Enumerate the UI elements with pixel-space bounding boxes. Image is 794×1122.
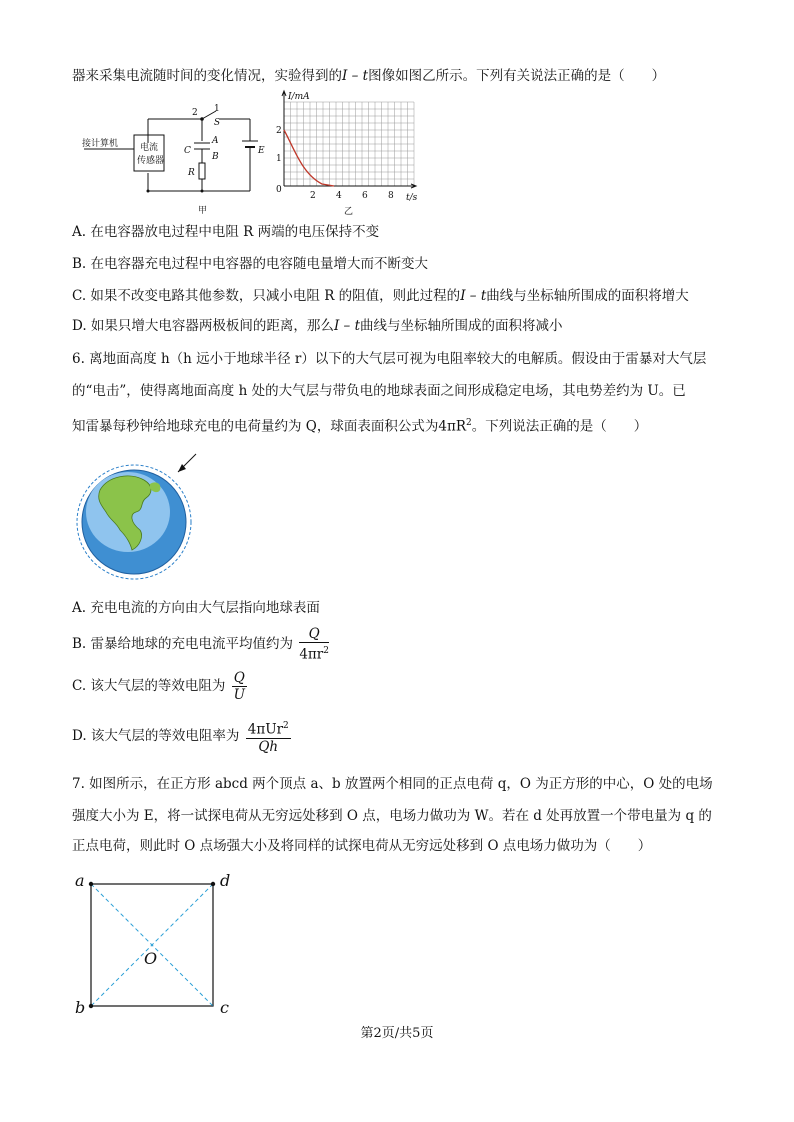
x-tick-4: 4 <box>336 191 342 201</box>
x-tick-6: 6 <box>362 191 368 201</box>
y-axis-label: I/mA <box>288 92 310 102</box>
center-o: O <box>144 949 158 968</box>
earth-illustration <box>70 450 210 585</box>
origin-label: 0 <box>276 185 282 195</box>
emf-label: E <box>258 146 265 156</box>
fraction-c: $\frac{Q}{U}$ <box>233 670 245 703</box>
node-1-label: 1 <box>214 104 220 114</box>
vertex-b: b <box>75 998 86 1017</box>
y-tick-1: 1 <box>276 154 282 164</box>
cap-label: C <box>184 146 191 156</box>
fraction-b: $\frac{Q}{4\pi r^2}$ <box>299 626 329 663</box>
computer-label: 接计算机 <box>82 139 119 149</box>
plate-a-label: A <box>212 136 219 146</box>
fraction-d: $\frac{4\pi Ur^2}{Qh}$ <box>246 718 291 755</box>
fig-a-caption: 甲 <box>198 206 208 216</box>
q5-intro: 器来采集电流随时间的变化情况，实验得到的I – t图像如图乙所示。下列有关说法正确的是（ ） <box>72 68 666 84</box>
q6-option-b: B. 雷暴给地球的充电电流平均值约为 $\frac{Q}{4\pi r^2}$ <box>72 626 329 663</box>
q6-option-c: C. 该大气层的等效电阻为 $\frac{Q}{U}$ <box>72 670 245 703</box>
q5-option-c: C. 如果不改变电路其他参数，只减小电阻 R 的阻值，则此过程的I – t曲线与坐标轴所围成的面积将增大 <box>72 288 689 304</box>
q7-line-1: 7. 如图所示，在正方形 abcd 两个顶点 a、b 放置两个相同的正点电荷 q，O 为正方形的中心，O 处的电场 <box>72 776 713 792</box>
res-label: R <box>188 168 195 178</box>
i-t-graph <box>270 88 430 218</box>
q7-line-2: 强度大小为 E，将一试探电荷从无穷远处移到 O 点，电场力做功为 W。若在 d 处再放置一个带电量为 q 的 <box>72 808 712 824</box>
square-diagram <box>70 870 250 1020</box>
q6-option-a: A. 充电电流的方向由大气层指向地球表面 <box>72 600 320 616</box>
q5-option-b: B. 在电容器充电过程中电容器的电容随电量增大而不断变大 <box>72 256 429 272</box>
vertex-d: d <box>220 871 231 890</box>
q7-line-3: 正点电荷，则此时 O 点场强大小及将同样的试探电荷从无穷远处移到 O 点电场力做功为（ ） <box>72 838 652 854</box>
y-tick-2: 2 <box>276 126 282 136</box>
x-axis-label: t/s <box>406 193 418 203</box>
sensor-label-2: 传感器 <box>137 156 165 166</box>
q5-option-d: D. 如果只增大电容器两极板间的距离，那么I – t曲线与坐标轴所围成的面积将减小 <box>72 318 563 334</box>
node-2-label: 2 <box>192 108 198 118</box>
q5-option-a: A. 在电容器放电过程中电阻 R 两端的电压保持不变 <box>72 224 380 240</box>
q6-line-3: 知雷暴每秒钟给地球充电的电荷量约为 Q，球面表面积公式为$4\pi R^2$。下列说法正确的是（ ） <box>72 418 648 435</box>
plate-b-label: B <box>212 152 219 162</box>
q6-option-d: D. 该大气层的等效电阻率为 $\frac{4\pi Ur^2}{Qh}$ <box>72 718 291 755</box>
q6-line-2: 的“电击”，使得离地面高度 h 处的大气层与带负电的地球表面之间形成稳定电场，其电势差约为 U。已 <box>72 383 686 399</box>
vertex-a: a <box>75 871 85 890</box>
page-footer: 第2页/共5页 <box>360 1026 434 1041</box>
fig-b-caption: 乙 <box>344 207 354 217</box>
circuit-diagram <box>74 103 274 218</box>
sensor-label-1: 电流 <box>140 143 159 153</box>
switch-label: S <box>214 118 221 128</box>
x-tick-8: 8 <box>388 191 394 201</box>
vertex-c: c <box>220 998 229 1017</box>
x-tick-2: 2 <box>310 191 316 201</box>
q6-line-1: 6. 离地面高度 h（h 远小于地球半径 r）以下的大气层可视为电阻率较大的电解质。假设由于雷暴对大气层 <box>72 351 707 367</box>
